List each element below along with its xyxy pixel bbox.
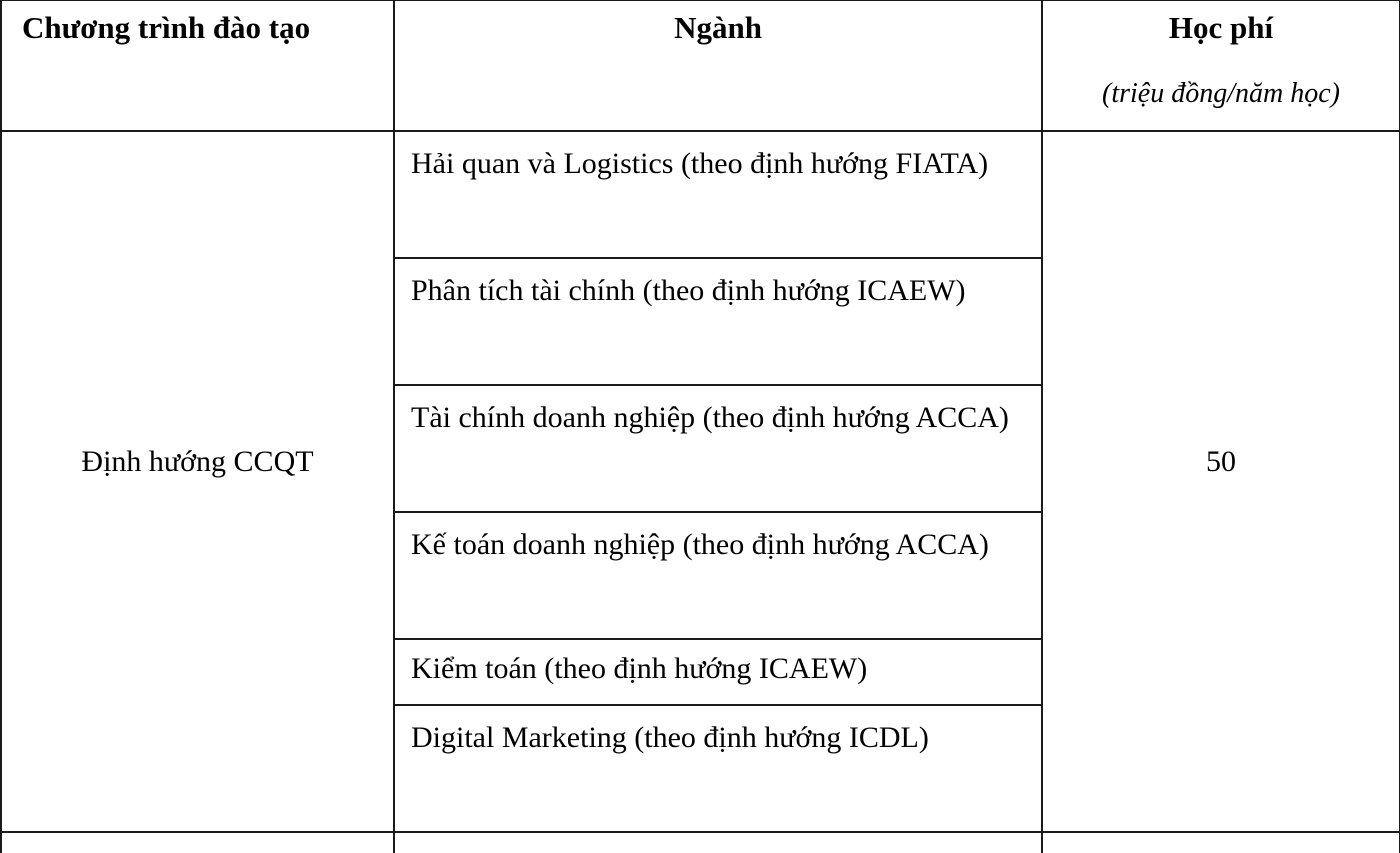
header-fee-label: Học phí (1168, 10, 1274, 45)
fee-cell (1042, 131, 1400, 832)
major-name: Kiểm toán (theo định hướng ICAEW) (411, 652, 868, 685)
major-name: Kế toán doanh nghiệp (theo định hướng ACCA) (411, 528, 989, 561)
major-name: Hải quan và Logistics (theo định hướng FIATA) (411, 147, 989, 180)
header-row (1, 0, 1400, 131)
header-program (1, 0, 394, 131)
major-cell (394, 131, 1042, 258)
major-name: Phân tích tài chính (theo định hướng ICAEW) (411, 274, 966, 307)
major-cell (394, 512, 1042, 639)
major-cell (394, 705, 1042, 832)
major-cell (394, 258, 1042, 385)
table-row-partial (1, 832, 1400, 853)
table-row (1, 131, 1400, 258)
header-fee-unit: (triệu đồng/năm học) (1102, 78, 1340, 109)
fee-value: 50 (1206, 444, 1236, 478)
major-name: Tài chính doanh nghiệp (theo định hướng ACCA) (411, 401, 1009, 434)
header-program-label: Chương trình đào tạo (22, 10, 311, 45)
header-major-label: Ngành (674, 10, 762, 45)
header-fee (1042, 0, 1400, 131)
major-cell (394, 385, 1042, 512)
major-cell (394, 639, 1042, 705)
major-name: Digital Marketing (theo định hướng ICDL) (411, 721, 929, 754)
program-name: Định hướng CCQT (81, 444, 314, 478)
header-major (394, 0, 1042, 131)
partial-cell (1, 832, 394, 853)
partial-cell (394, 832, 1042, 853)
program-cell (1, 131, 394, 832)
partial-cell (1042, 832, 1400, 853)
